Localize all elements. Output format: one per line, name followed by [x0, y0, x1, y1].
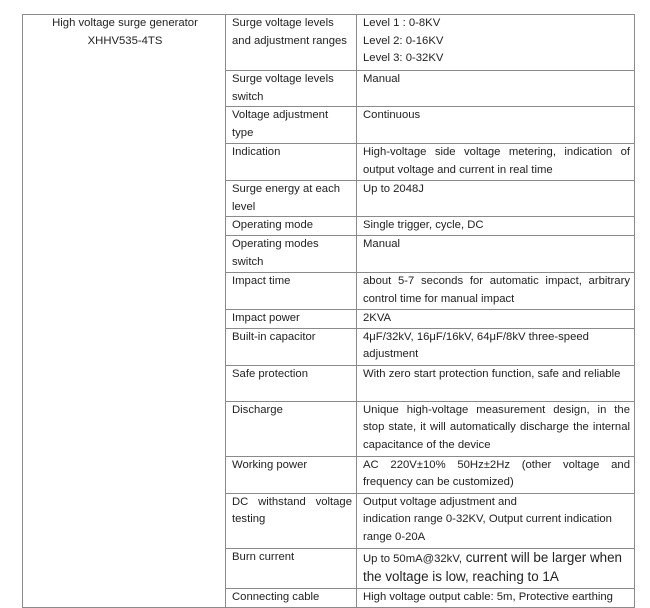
param-name: Safe protection	[226, 365, 357, 401]
param-name: Built-in capacitor	[226, 328, 357, 365]
param-name: Operating mode	[226, 217, 357, 236]
param-value: Continuous	[357, 107, 635, 144]
value-line: indication range 0-32KV, Output current indication range 0-20A	[363, 513, 612, 543]
param-value	[357, 548, 635, 588]
param-value: Single trigger, cycle, DC	[357, 217, 635, 236]
value-text: Up to 50mA@32kV,	[363, 552, 462, 565]
value-text-large: current will be larger when the voltage is low, reaching to 1A	[363, 549, 622, 585]
param-value: AC 220V±10% 50Hz±2Hz (other voltage and frequency can be customized)	[357, 456, 635, 493]
param-name: Burn current	[226, 548, 357, 588]
value-line: Level 3: 0-32KV	[363, 52, 444, 65]
param-value: High-voltage side voltage metering, indication of output voltage and current in real time	[357, 144, 635, 181]
param-name: Surge voltage levels switch	[226, 71, 357, 107]
product-name-cell	[23, 15, 226, 608]
param-name: Surge voltage levels and adjustment ranges	[226, 15, 357, 71]
param-value: 2KVA	[357, 309, 635, 328]
param-value: Unique high-voltage measurement design, in the stop state, it will automatically discharge the internal capacitance of the device	[357, 401, 635, 456]
param-value: 4μF/32kV, 16μF/16kV, 64μF/8kV three-speed adjustment	[357, 328, 635, 365]
param-value: With zero start protection function, safe and reliable	[357, 365, 635, 401]
param-value: Manual	[357, 236, 635, 273]
param-value	[357, 15, 635, 71]
param-name: Discharge	[226, 401, 357, 456]
param-name: Working power	[226, 456, 357, 493]
param-name: Indication	[226, 144, 357, 181]
product-name: High voltage surge generator	[52, 17, 198, 29]
param-name: Impact time	[226, 273, 357, 309]
param-name: Voltage adjustment type	[226, 107, 357, 144]
spec-table	[22, 14, 635, 608]
param-value: about 5-7 seconds for automatic impact, arbitrary control time for manual impact	[357, 273, 635, 309]
value-line: Level 2: 0-16KV	[363, 34, 444, 47]
param-value: High voltage output cable: 5m, Protective earthing	[357, 588, 635, 607]
param-name: Impact power	[226, 309, 357, 328]
value-line: Output voltage adjustment and	[363, 495, 517, 508]
table-row	[23, 15, 635, 71]
param-value: Manual	[357, 71, 635, 107]
product-model: XHHV535-4TS	[87, 34, 163, 47]
param-name: Surge energy at each level	[226, 181, 357, 217]
param-name: Connecting cable	[226, 588, 357, 607]
param-value	[357, 493, 635, 548]
param-name: Operating modes switch	[226, 236, 357, 273]
value-line: Level 1 : 0-8KV	[363, 17, 441, 29]
param-value: Up to 2048J	[357, 181, 635, 217]
param-name: DC withstand voltage testing	[226, 493, 357, 548]
